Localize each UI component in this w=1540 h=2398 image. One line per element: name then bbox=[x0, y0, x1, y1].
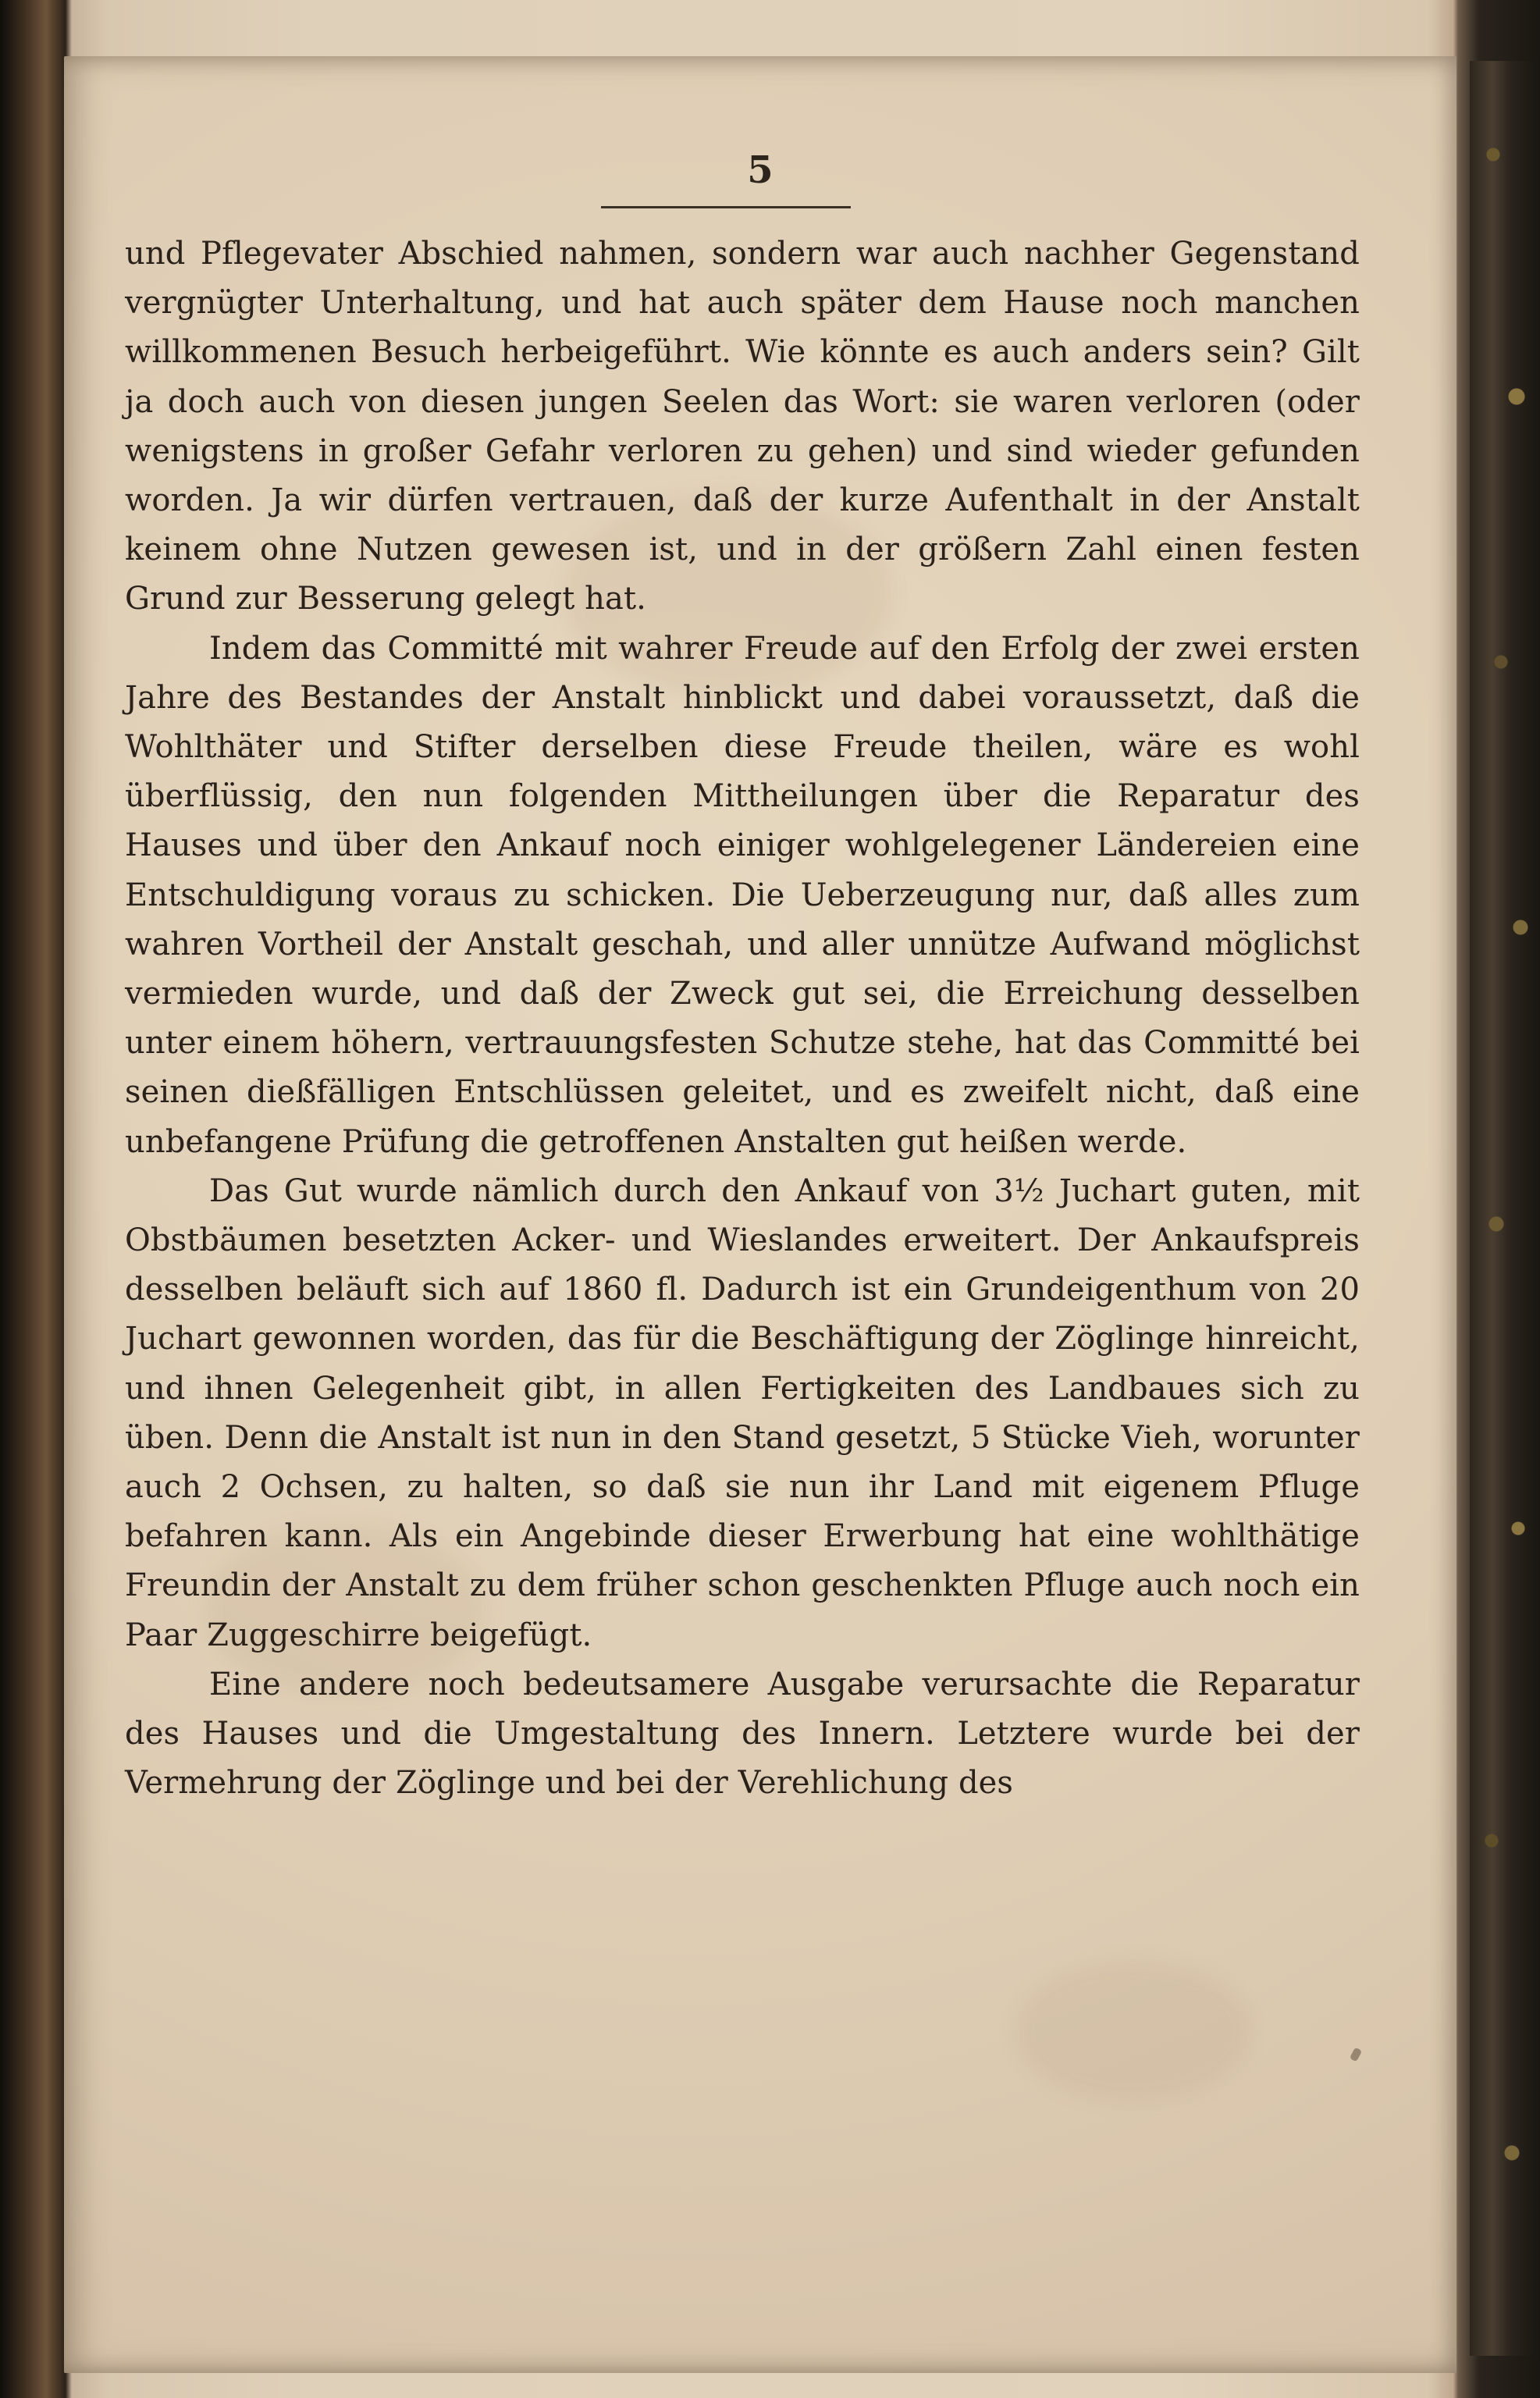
paragraph-4: Eine andere noch bedeutsamere Ausgabe verursachte die Reparatur des Hauses und die Umgestaltung des Innern. Letztere wurde bei der Vermehrung der Zöglinge und bei der Verehlichung des bbox=[125, 1666, 1360, 1802]
paper-mark bbox=[1350, 2048, 1362, 2062]
page-number: 5 bbox=[747, 148, 774, 192]
body-text bbox=[125, 229, 1360, 1809]
paper-stain bbox=[1016, 1961, 1250, 2101]
left-book-spine bbox=[0, 0, 66, 2398]
right-book-binding bbox=[1470, 61, 1540, 2356]
page-number-rule bbox=[601, 206, 851, 208]
book-page bbox=[64, 56, 1456, 2373]
paragraph-1: und Pflegevater Abschied nahmen, sondern war auch nachher Gegenstand vergnügter Unterhaltung, und hat auch später dem Hause noch manchen willkommenen Besuch herbeigeführt. Wie könnte es auch anders sein? Gilt ja doch auch von diesen jungen Seelen das Wort: sie waren verloren (oder wenigstens in großer Gefahr verloren zu gehen) und sind wieder gefunden worden. Ja wir dürfen vertrauen, daß der kurze Aufenthalt in der Anstalt keinem ohne Nutzen gewesen ist, und in der größern Zahl einen festen Grund zur Besserung gelegt hat. bbox=[125, 236, 1360, 617]
paragraph-3: Das Gut wurde nämlich durch den Ankauf von 3½ Juchart guten, mit Obstbäumen besetzten Acker- und Wieslandes erweitert. Der Ankaufspreis desselben beläuft sich auf 1860 fl. Dadurch ist ein Grundeigenthum von 20 Juchart gewonnen worden, das für die Beschäftigung der Zöglinge hinreicht, und ihnen Gelegenheit gibt, in allen Fertigkeiten des Landbaues sich zu üben. Denn die Anstalt ist nun in den Stand gesetzt, 5 Stücke Vieh, worunter auch 2 Ochsen, zu halten, so daß sie nun ihr Land mit eigenem Pfluge befahren kann. Als ein Angebinde dieser Erwerbung hat eine wohlthätige Freundin der Anstalt zu dem früher schon geschenkten Pfluge auch noch ein Paar Zuggeschirre beigefügt. bbox=[125, 1172, 1360, 1653]
paragraph-2: Indem das Committé mit wahrer Freude auf den Erfolg der zwei ersten Jahre des Bestandes der Anstalt hinblickt und dabei voraussetzt, daß die Wohlthäter und Stifter derselben diese Freude theilen, wäre es wohl überflüssig, den nun folgenden Mittheilungen über die Reparatur des Hauses und über den Ankauf noch einiger wohlgelegener Ländereien eine Entschuldigung voraus zu schicken. Die Ueberzeugung nur, daß alles zum wahren Vortheil der Anstalt geschah, und aller unnütze Aufwand möglichst vermieden wurde, und daß der Zweck gut sei, die Erreichung desselben unter einem höhern, vertrauungsfesten Schutze stehe, hat das Committé bei seinen dießfälligen Entschlüssen geleitet, und es zweifelt nicht, daß eine unbefangene Prüfung die getroffenen Anstalten gut heißen werde. bbox=[125, 630, 1360, 1160]
